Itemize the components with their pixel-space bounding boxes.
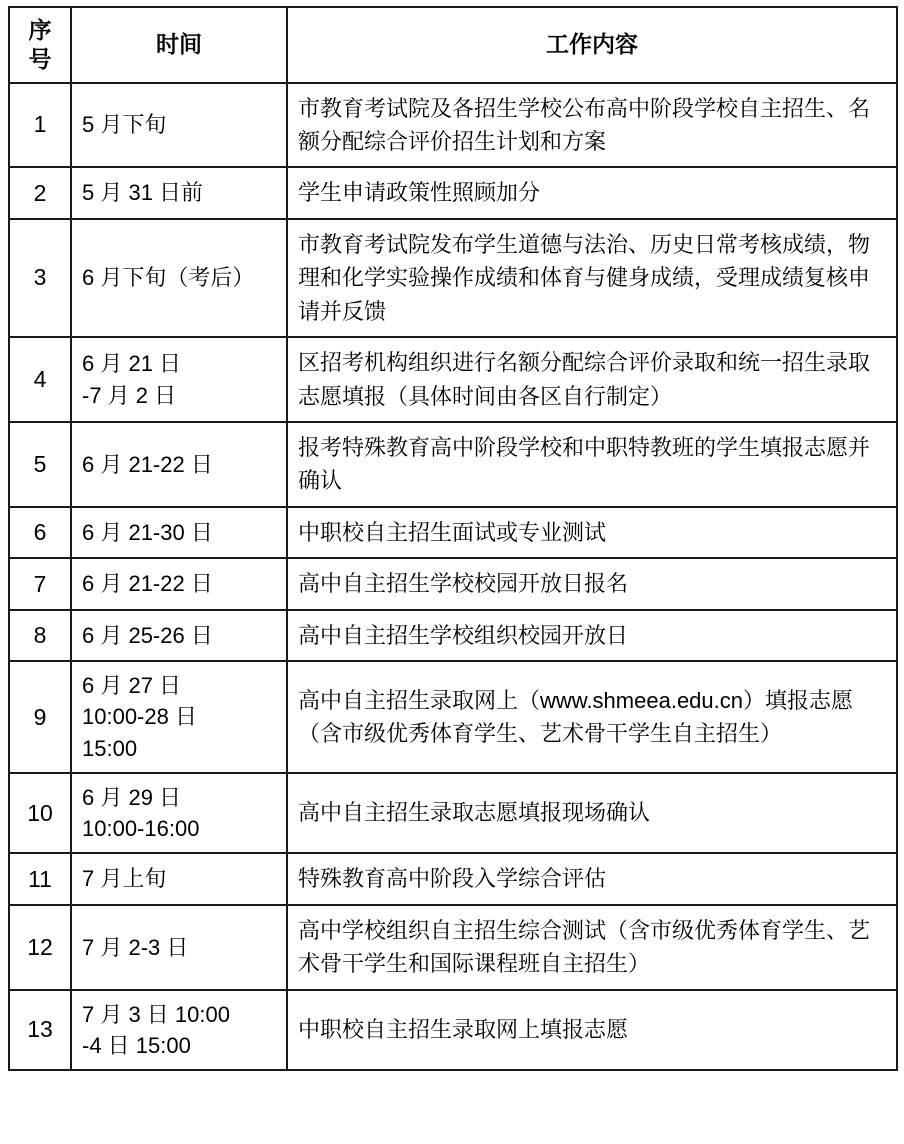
row-work-content: 高中自主招生学校校园开放日报名 xyxy=(287,558,897,609)
row-time-line: 7 月 3 日 10:00 xyxy=(82,1001,230,1027)
row-number: 7 xyxy=(9,558,71,609)
row-time-line: 6 月 21 日 xyxy=(82,351,182,377)
table-row xyxy=(9,337,897,422)
row-time xyxy=(71,905,287,990)
row-time-line: 6 月 21-30 日 xyxy=(82,519,213,545)
row-work-content: 高中自主招生录取志愿填报现场确认 xyxy=(287,773,897,853)
row-time xyxy=(71,773,287,853)
row-time xyxy=(71,422,287,507)
row-time-line: 15:00 xyxy=(82,735,138,761)
row-time-line: 10:00-28 日 xyxy=(82,704,197,730)
row-number: 2 xyxy=(9,167,71,218)
row-time-line: -4 日 15:00 xyxy=(82,1032,191,1058)
row-time-line: 5 月下旬 xyxy=(82,112,167,138)
row-work-content: 学生申请政策性照顾加分 xyxy=(287,167,897,218)
row-number: 3 xyxy=(9,219,71,337)
table-row xyxy=(9,219,897,337)
table-row xyxy=(9,661,897,773)
row-number: 10 xyxy=(9,773,71,853)
table-header-row xyxy=(9,7,897,83)
row-time xyxy=(71,507,287,558)
row-work-content: 区招考机构组织进行名额分配综合评价录取和统一招生录取志愿填报（具体时间由各区自行制定） xyxy=(287,337,897,422)
table-row xyxy=(9,853,897,904)
table-row xyxy=(9,905,897,990)
row-time xyxy=(71,610,287,661)
row-number: 13 xyxy=(9,990,71,1070)
table-row xyxy=(9,507,897,558)
row-work-content: 报考特殊教育高中阶段学校和中职特教班的学生填报志愿并确认 xyxy=(287,422,897,507)
table-row xyxy=(9,610,897,661)
table-body xyxy=(9,83,897,1071)
row-time xyxy=(71,558,287,609)
row-time xyxy=(71,853,287,904)
row-time-line: 6 月 21-22 日 xyxy=(82,571,213,597)
row-time-line: 6 月 29 日 xyxy=(82,784,182,810)
table-row xyxy=(9,773,897,853)
schedule-table xyxy=(8,6,898,1071)
column-header-no-line1: 序 xyxy=(28,17,52,43)
row-work-content: 高中自主招生学校组织校园开放日 xyxy=(287,610,897,661)
row-time xyxy=(71,167,287,218)
row-work-content: 中职校自主招生录取网上填报志愿 xyxy=(287,990,897,1070)
table-header xyxy=(9,7,897,83)
row-time xyxy=(71,219,287,337)
row-time-line: 6 月 25-26 日 xyxy=(82,622,213,648)
row-number: 4 xyxy=(9,337,71,422)
row-time xyxy=(71,83,287,168)
row-work-content: 高中自主招生录取网上（www.shmeea.edu.cn）填报志愿（含市级优秀体育学生、艺术骨干学生自主招生） xyxy=(287,661,897,773)
row-time-line: 7 月 2-3 日 xyxy=(82,934,189,960)
row-work-content: 高中学校组织自主招生综合测试（含市级优秀体育学生、艺术骨干学生和国际课程班自主招生） xyxy=(287,905,897,990)
column-header-work: 工作内容 xyxy=(287,7,897,83)
table-row xyxy=(9,167,897,218)
row-time-line: 6 月 21-22 日 xyxy=(82,451,213,477)
row-time-line: 7 月上旬 xyxy=(82,866,167,892)
row-number: 8 xyxy=(9,610,71,661)
row-number: 6 xyxy=(9,507,71,558)
row-number: 11 xyxy=(9,853,71,904)
row-time-line: 6 月下旬（考后） xyxy=(82,265,255,291)
row-time xyxy=(71,661,287,773)
row-work-content: 市教育考试院发布学生道德与法治、历史日常考核成绩，物理和化学实验操作成绩和体育与健身成绩，受理成绩复核申请并反馈 xyxy=(287,219,897,337)
table-row xyxy=(9,558,897,609)
row-time-line: 5 月 31 日前 xyxy=(82,180,204,206)
row-number: 9 xyxy=(9,661,71,773)
table-row xyxy=(9,83,897,168)
table-row xyxy=(9,422,897,507)
row-time xyxy=(71,990,287,1070)
column-header-no-line2: 号 xyxy=(28,45,52,72)
row-time-line: 10:00-16:00 xyxy=(82,816,200,842)
row-number: 12 xyxy=(9,905,71,990)
row-number: 5 xyxy=(9,422,71,507)
row-work-content: 中职校自主招生面试或专业测试 xyxy=(287,507,897,558)
row-time xyxy=(71,337,287,422)
column-header-no xyxy=(9,7,71,83)
row-number: 1 xyxy=(9,83,71,168)
row-time-line: -7 月 2 日 xyxy=(82,382,177,408)
column-header-time: 时间 xyxy=(71,7,287,83)
row-work-content: 特殊教育高中阶段入学综合评估 xyxy=(287,853,897,904)
row-work-content: 市教育考试院及各招生学校公布高中阶段学校自主招生、名额分配综合评价招生计划和方案 xyxy=(287,83,897,168)
table-row xyxy=(9,990,897,1070)
row-time-line: 6 月 27 日 xyxy=(82,673,182,699)
